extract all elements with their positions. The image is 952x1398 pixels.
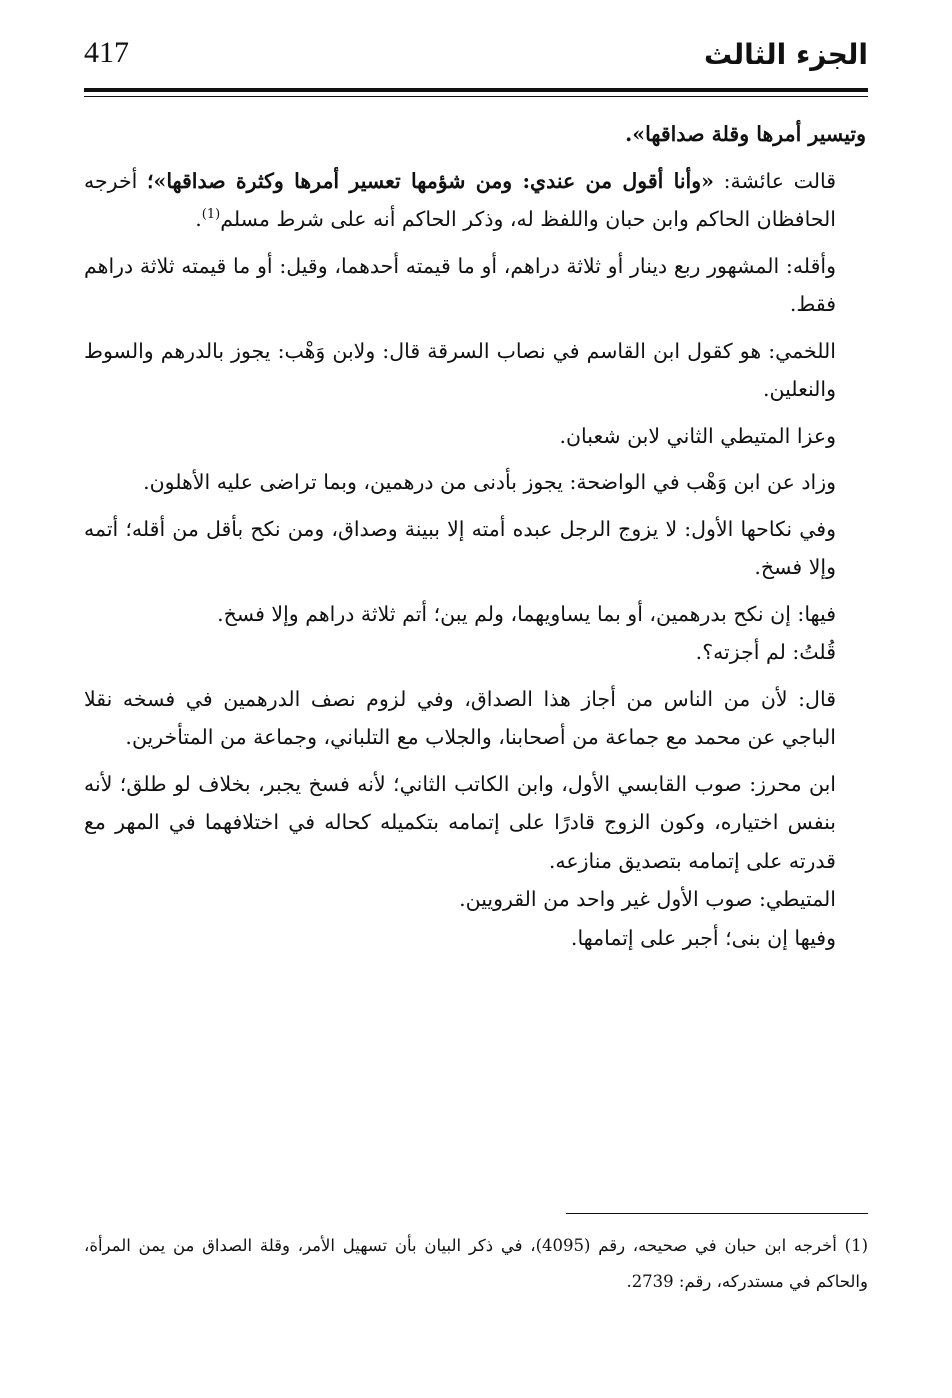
- header-rule-thick: [84, 88, 868, 92]
- paragraph-10: قال: لأن من الناس من أجاز هذا الصداق، وفي لزوم نصف الدرهمين في فسخه نقلا الباجي عن محمد مع جماعة من أصحابنا، والجلاب مع التلباني، وجماعة من المتأخرين.: [84, 686, 836, 749]
- chapter-title: الجزء الثالث: [704, 38, 868, 71]
- body-text: [84, 115, 866, 965]
- paragraph-5: وعزا المتيطي الثاني لابن شعبان.: [559, 423, 836, 448]
- footnote: [84, 1228, 868, 1300]
- paragraph-6: وزاد عن ابن وَهْب في الواضحة: يجوز بأدنى من درهمين، وبما تراضى عليه الأهلون.: [143, 470, 836, 494]
- page-number: 417: [84, 36, 129, 69]
- footnote-marker: (1): [844, 1236, 868, 1255]
- paragraph-7: وفي نكاحها الأول: لا يزوج الرجل عبده أمته إلا ببينة وصداق، ومن نكح بأقل من أقله؛ أتمه وإلا فسخ.: [84, 516, 836, 579]
- paragraph-4: اللخمي: هو كقول ابن القاسم في نصاب السرقة قال: ولابن وَهْب: يجوز بالدرهم والسوط والنعلين.: [84, 338, 836, 401]
- paragraph-11: ابن محرز: صوب القابسي الأول، وابن الكاتب الثاني؛ لأنه فسخ يجبر، بخلاف لو طلق؛ لأنه بنفس اختياره، وكون الزوج قادرًا على إتمامه بتكميله كحاله في اختلافهما في المهر مع قدرته على إتمامه بتصديق منازعه.: [84, 771, 836, 873]
- footnote-ref: (1): [201, 207, 221, 223]
- page-header: [84, 34, 868, 84]
- header-rule-thin: [84, 96, 868, 97]
- footnote-text: أخرجه ابن حبان في صحيحه، رقم (4095)، في ذكر البيان بأن تسهيل الأمر، وقلة الصداق من يمن المرأة، والحاكم في مستدركه، رقم: 2739.: [84, 1236, 868, 1291]
- paragraph-9: قُلتُ: لم أجزته؟.: [695, 640, 836, 664]
- paragraph-2: قالت عائشة: «وأنا أقول من عندي: ومن شؤمها تعسير أمرها وكثرة صداقها»؛ أخرجه الحافظان الحاكم وابن حبان واللفظ له، وذكر الحاكم أنه على شرط مسلم$^{(1)}$.: [84, 168, 836, 231]
- quote-bold: «وأنا أقول من عندي: ومن شؤمها تعسير أمرها وكثرة صداقها»؛: [146, 168, 714, 193]
- paragraph-12: المتيطي: صوب الأول غير واحد من القرويين.: [459, 887, 836, 911]
- paragraph-8: فيها: إن نكح بدرهمين، أو بما يساويهما، ولم يبن؛ أتم ثلاثة دراهم وإلا فسخ.: [217, 601, 836, 626]
- paragraph-13: وفيها إن بنى؛ أجبر على إتمامها.: [570, 925, 836, 950]
- paragraph-1: وتيسير أمرها وقلة صداقها».: [625, 122, 866, 146]
- footnote-separator: [566, 1213, 868, 1214]
- paragraph-3: وأقله: المشهور ربع دينار أو ثلاثة دراهم، أو ما قيمته أحدهما، وقيل: أو ما قيمته ثلاثة دراهم فقط.: [84, 253, 836, 316]
